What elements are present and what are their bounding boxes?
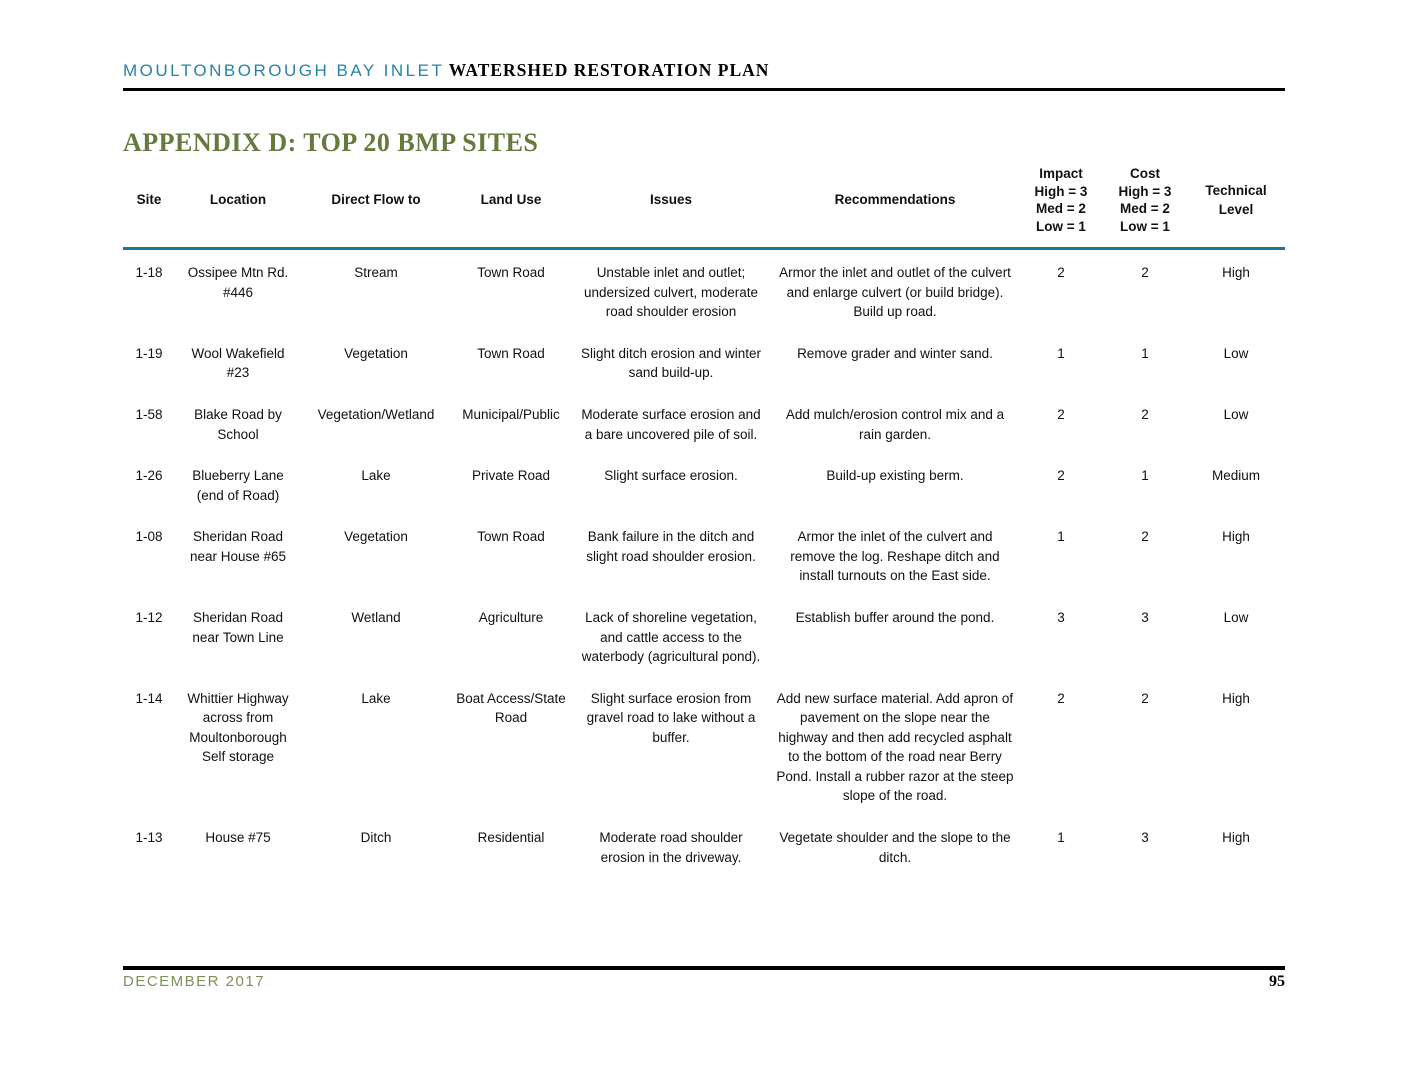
table-row [123,331,1285,392]
cell-flow: Stream [354,265,398,281]
cell-site: 1-14 [135,690,163,706]
cost-label: Cost [1130,166,1160,181]
cell-flow: Lake [361,468,391,484]
header-rule [123,88,1285,91]
cell-recommendations: Add mulch/erosion control mix and a rain garden. [785,407,1005,442]
cell-impact: 1 [1057,345,1065,361]
cell-site: 1-26 [135,468,163,484]
cell-issues: Unstable inlet and outlet; undersized culvert, moderate road shoulder erosion [583,265,759,320]
cell-technical: High [1222,529,1250,545]
cell-technical: High [1222,690,1250,706]
cost-scale-med: Med = 2 [1120,201,1170,217]
cell-cost: 2 [1141,690,1149,706]
cell-site: 1-08 [135,529,163,545]
cell-technical: Medium [1211,468,1260,484]
cell-issues: Slight ditch erosion and winter sand build-up. [580,345,762,381]
cell-technical: Low [1223,407,1249,422]
cell-cost: 1 [1141,345,1149,361]
table-row [123,453,1285,514]
cell-landuse: Municipal/Public [462,407,560,422]
cell-recommendations: Armor the inlet and outlet of the culvert and enlarge culvert (or build bridge). Build up road. [779,265,1011,320]
running-head-subtitle: WATERSHED RESTORATION PLAN [448,60,770,80]
impact-scale-med: Med = 2 [1036,201,1086,217]
column-header-cost [1103,165,1187,249]
column-header-land-use: Land Use [451,165,571,249]
cell-technical: Low [1223,609,1249,625]
table-row [123,514,1285,595]
footer-date: DECEMBER 2017 [123,973,266,990]
column-header-technical-level: Technical Level [1187,165,1285,249]
cell-cost: 2 [1141,265,1149,281]
cell-technical: High [1222,830,1250,845]
cell-cost: 2 [1141,407,1149,422]
cell-flow: Wetland [351,609,401,625]
cell-recommendations: Add new surface material. Add apron of pavement on the slope near the highway and then add recycled asphalt to the bottom of the road near Berry Pond. Install a rubber razor at the steep slope of the road. [776,690,1014,804]
cell-landuse: Private Road [471,468,551,484]
cell-site: 1-19 [135,345,163,361]
cell-location: Sheridan Road near House #65 [189,529,287,564]
cell-impact: 3 [1057,609,1065,625]
cell-landuse: Agriculture [478,609,544,625]
cell-cost: 2 [1141,529,1149,545]
cell-location: Blake Road by School [194,407,282,442]
footer-page-number: 95 [1269,973,1285,990]
cell-cost: 3 [1141,830,1149,845]
impact-scale-high: High = 3 [1034,183,1088,199]
cell-impact: 2 [1057,407,1065,422]
column-header-direct-flow-to: Direct Flow to [301,165,451,249]
cell-flow: Lake [361,690,391,706]
cell-technical: High [1222,265,1250,281]
cell-issues: Bank failure in the ditch and slight road shoulder erosion. [586,529,756,564]
cell-location: Ossipee Mtn Rd. #446 [187,265,289,300]
column-header-issues: Issues [571,165,771,249]
cell-site: 1-13 [135,830,163,845]
table-header [123,165,1285,249]
cell-flow: Vegetation [344,529,408,545]
table-row [123,676,1285,815]
cell-landuse: Town Road [477,265,545,281]
cell-flow: Vegetation/Wetland [317,407,435,422]
running-head-document-name: MOULTONBOROUGH BAY INLET [123,61,445,80]
cell-location: House #75 [205,830,271,845]
cell-impact: 1 [1057,529,1065,545]
bmp-table-body [123,249,1285,876]
footer-rule [123,966,1285,970]
cell-impact: 1 [1057,830,1065,845]
running-head [123,60,1285,81]
table-row [123,595,1285,676]
column-header-recommendations: Recommendations [771,165,1019,249]
cell-location: Sheridan Road near Town Line [192,609,284,645]
table-row [123,815,1285,876]
cell-site: 1-12 [135,609,163,625]
bmp-sites-table [123,165,1285,876]
cell-impact: 2 [1057,690,1065,706]
cell-issues: Lack of shoreline vegetation, and cattle access to the waterbody (agricultural pond). [581,609,761,665]
cell-recommendations: Build-up existing berm. [826,468,964,484]
cell-recommendations: Vegetate shoulder and the slope to the ditch. [779,830,1011,865]
cell-cost: 1 [1141,468,1149,484]
cost-scale-low: Low = 1 [1120,218,1170,234]
cell-technical: Low [1223,345,1249,361]
cost-scale-high: High = 3 [1118,183,1172,199]
column-header-location: Location [175,165,301,249]
impact-scale-low: Low = 1 [1036,218,1086,234]
cell-site: 1-58 [135,407,163,422]
cell-location: Wool Wakefield #23 [191,345,285,381]
cell-landuse: Residential [477,830,545,845]
cell-recommendations: Remove grader and winter sand. [797,345,993,361]
cell-landuse: Town Road [477,345,545,361]
cell-flow: Ditch [360,830,392,845]
cell-landuse: Boat Access/State Road [456,690,566,726]
page-footer [123,966,1285,991]
cell-landuse: Town Road [477,529,545,545]
cell-recommendations: Establish buffer around the pond. [795,609,995,625]
column-header-site: Site [123,165,175,249]
cell-issues: Moderate surface erosion and a bare uncovered pile of soil. [581,407,761,442]
cell-issues: Slight surface erosion from gravel road to lake without a buffer. [586,690,756,745]
cell-recommendations: Armor the inlet of the culvert and remove the log. Reshape ditch and install turnouts on the East side. [790,529,1000,584]
cell-impact: 2 [1057,265,1065,281]
cell-issues: Slight surface erosion. [604,468,738,484]
cell-issues: Moderate road shoulder erosion in the driveway. [599,830,743,865]
cell-impact: 2 [1057,468,1065,484]
cell-site: 1-18 [135,265,163,281]
cell-location: Blueberry Lane (end of Road) [192,468,284,503]
cell-cost: 3 [1141,609,1149,625]
cell-location: Whittier Highway across from Moultonborough Self storage [187,690,289,765]
cell-flow: Vegetation [344,345,408,361]
table-row [123,249,1285,331]
page-title: APPENDIX D: TOP 20 BMP SITES [123,128,539,157]
column-header-impact [1019,165,1103,249]
table-row [123,392,1285,453]
impact-label: Impact [1039,166,1083,181]
document-page [123,0,1285,1088]
